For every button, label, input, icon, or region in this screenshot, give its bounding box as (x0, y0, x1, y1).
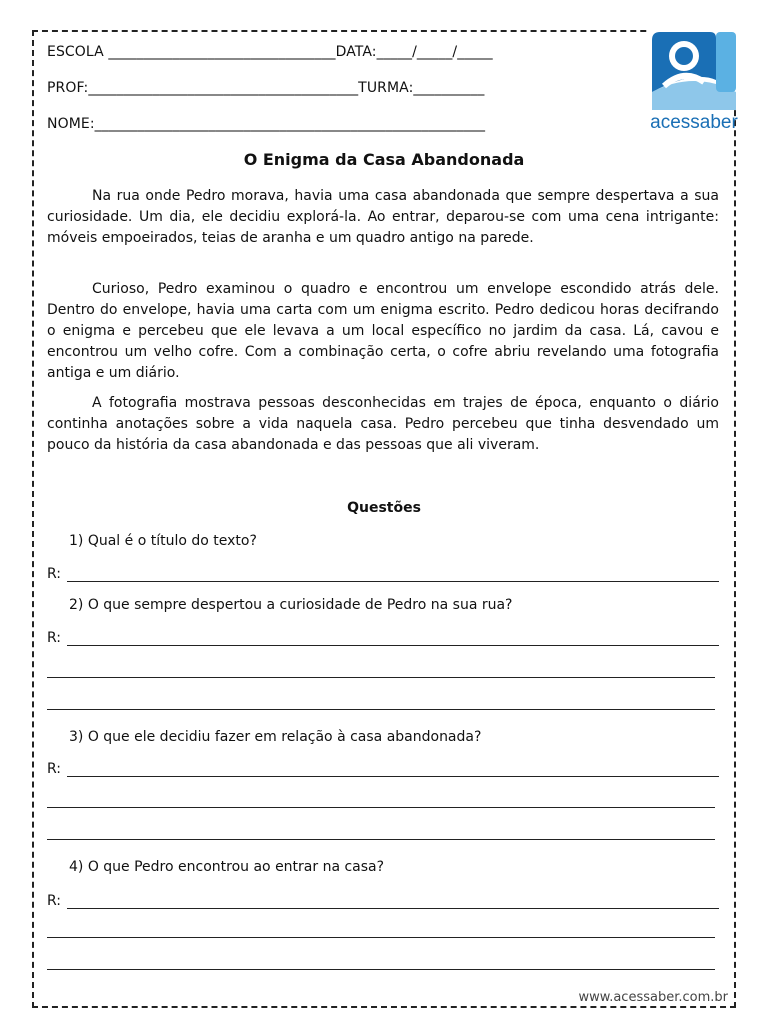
paragraph-3: A fotografia mostrava pessoas desconhecidas em trajes de época, enquanto o diário continha anotações sobre a vida naquela casa. Pedro percebeu que tinha desvendado um pouco da história da casa abandonada e das pessoas que ali viveram. (47, 395, 719, 453)
answer-line[interactable] (67, 762, 719, 777)
answer-blank-line[interactable] (47, 969, 715, 970)
answer-row-1[interactable] (47, 562, 719, 582)
answer-label: R: (47, 566, 62, 582)
answer-label: R: (47, 630, 62, 646)
answer-row-2[interactable] (47, 626, 719, 646)
question-1: 1) Qual é o título do texto? (69, 533, 257, 549)
footer-website: www.acessaber.com.br (578, 990, 728, 1005)
answer-blank-line[interactable] (47, 677, 715, 678)
logo-text: acessaber (650, 112, 738, 133)
answer-blank-line[interactable] (47, 709, 715, 710)
page-title: O Enigma da Casa Abandonada (243, 150, 525, 169)
answer-line[interactable] (67, 894, 719, 909)
acessaber-logo (650, 30, 738, 134)
questions-heading: Questões (347, 500, 421, 516)
answer-row-3[interactable] (47, 757, 719, 777)
answer-blank-line[interactable] (47, 807, 715, 808)
question-2: 2) O que sempre despertou a curiosidade de Pedro na sua rua? (69, 597, 513, 613)
answer-row-4[interactable] (47, 889, 719, 909)
answer-line[interactable] (67, 567, 719, 582)
question-4: 4) O que Pedro encontrou ao entrar na casa? (69, 859, 385, 875)
question-3: 3) O que ele decidiu fazer em relação à casa abandonada? (69, 729, 482, 745)
answer-label: R: (47, 761, 62, 777)
answer-line[interactable] (67, 631, 719, 646)
prof-turma-line: PROF:______________________________________TURMA:__________ (47, 80, 485, 96)
paragraph-1: Na rua onde Pedro morava, havia uma casa abandonada que sempre despertava a sua curiosidade. Um dia, ele decidiu explorá-la. Ao entrar, deparou-se com uma cena intrigante: móveis empoeirados, teias de aranha e um quadro antigo na parede. (47, 188, 719, 246)
nome-line: NOME:_______________________________________________________ (47, 116, 486, 132)
answer-label: R: (47, 893, 62, 909)
answer-blank-line[interactable] (47, 937, 715, 938)
answer-blank-line[interactable] (47, 839, 715, 840)
logo-icon (650, 30, 738, 134)
escola-date-line: ESCOLA ________________________________DATA:_____/_____/_____ (47, 44, 493, 60)
paragraph-2: Curioso, Pedro examinou o quadro e encontrou um envelope escondido atrás dele. Dentro do envelope, havia uma carta com um enigma escrito. Pedro dedicou horas decifrando o enigma e percebeu que ele levava a um local específico no jardim da casa. Lá, cavou e encontrou um velho cofre. Com a combinação certa, o cofre abriu revelando uma fotografia antiga e um diário. (47, 281, 719, 381)
